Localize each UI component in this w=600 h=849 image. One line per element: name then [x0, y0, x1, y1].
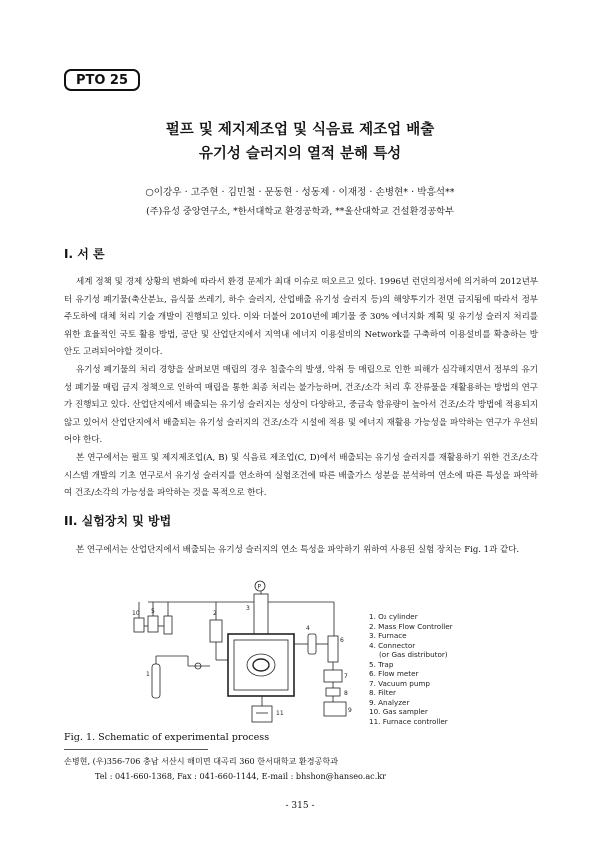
footnote-address: 손병현, (우)356-706 충남 서산시 해미면 대곡리 360 한서대학교 환경공학과 [64, 756, 339, 766]
flow-meter-right [328, 636, 338, 662]
intro-paragraph: 본 연구에서는 펄프 및 제지제조업(A, B) 및 식음료 제조업(C, D)에서 배출되는 유기성 슬러지를 재활용하기 위한 건조/소각 시스템 개발의 기초 연구로서 유기성 슬러지를 연소하여 실험조건에 따른 배출가스 성분을 분석하여 연소에 따른 특성을 파악하여 건조/소각의 가능성을 파악하는 것을 목적으로 한다. [64, 452, 538, 499]
legend-item: 6. Flow meter [369, 669, 419, 678]
label-3: 3 [246, 605, 250, 612]
paper-title-line2: 유기성 슬러지의 열적 분해 특성 [198, 146, 402, 162]
filter [326, 688, 340, 696]
label-11: 11 [276, 710, 284, 717]
footnote-contact: Tel : 041-660-1368, Fax : 041-660-1144, E-mail : bhshon@hanseo.ac.kr [95, 771, 387, 781]
furnace-controller [252, 706, 272, 722]
legend-item: 1. O₂ cylinder [369, 612, 418, 621]
legend-item: 8. Filter [369, 688, 396, 697]
legend-item: 2. Mass Flow Controller [369, 621, 453, 631]
legend-item: 9. Analyzer [369, 697, 410, 707]
gauge-label: P [257, 583, 262, 591]
mass-flow-controller [210, 620, 222, 642]
label-6: 6 [340, 637, 344, 644]
experimental-apparatus-schematic [128, 580, 368, 728]
o2-cylinder [152, 664, 160, 698]
paper-title-line1: 펄프 및 제지제조업 및 식음료 제조업 배출 [165, 122, 435, 138]
footnote-divider [64, 749, 208, 750]
methods-paragraph: 본 연구에서는 산업단지에서 배출되는 유기성 슬러지의 연소 특성을 파악하기 위하여 사용된 실험 장치는 Fig. 1과 같다. [76, 545, 520, 555]
flow-meter-left [164, 616, 172, 634]
label-4: 4 [306, 625, 310, 632]
furnace-box [228, 634, 294, 696]
figure-legend [369, 612, 453, 726]
gas-sampler [134, 618, 144, 632]
trap-left [148, 616, 158, 632]
affiliation: (주)유성 중앙연구소, *한서대학교 환경공학과, **울산대학교 건설환경공학부 [146, 206, 454, 217]
furnace-column [254, 594, 268, 634]
label-1: 1 [146, 671, 150, 678]
legend-item: 7. Vacuum pump [369, 678, 430, 688]
intro-paragraph: 유기성 폐기물의 처리 경향을 살펴보면 매립의 경우 침출수의 발생, 악취 등 매립으로 인한 피해가 심각해지면서 정부의 유기성 폐기물 매립 금지 정책으로 인하여 매립을 통한 최종 처리는 불가능하며, 건조/소각 처리 후 잔류물을 재활용하는 방법의 연구가 진행되고 있다. 산업단지에서 배출되는 유기성 슬러지는 성상이 다양하고, 중금속 함유량이 높아서 건조/소각 방법에 적용되지 않고 있어서 산업단지에서 배출되는 유기성 슬러지의 건조/소각 시설에 적용 및 에너지 재활용 가능성을 파악하는 연구가 우선되어야 한다. [64, 364, 538, 446]
introduction-body [64, 274, 538, 503]
legend-item: (or Gas distributor) [379, 650, 448, 659]
legend-item: 5. Trap [369, 659, 394, 669]
legend-item: 10. Gas sampler [369, 707, 428, 716]
analyzer [324, 702, 346, 716]
page-number: - 315 - [285, 801, 315, 811]
trap-right [308, 634, 316, 654]
label-10: 10 [132, 610, 140, 617]
legend-item: 4. Connector [369, 640, 416, 650]
session-badge: PTO 25 [64, 69, 140, 91]
furnace-inner [234, 640, 288, 690]
vacuum-pump [324, 670, 342, 682]
figure-caption: Fig. 1. Schematic of experimental process [64, 732, 270, 743]
label-9: 9 [348, 707, 352, 714]
intro-paragraph: 세계 정책 및 경제 상황의 변화에 따라서 환경 문제가 최대 이슈로 떠오르고 있다. 1996년 런던의정서에 의거하여 2012년부터 유기성 폐기물(축산분뇨, 음식물 쓰레기, 하수 슬러지, 산업배출 유기성 슬러지 등)의 해양투기가 전면 금지됨에 따라서 정부주도하에 대체 처리 기술 개발이 진행되고 있다. 이와 더불어 2010년에 폐기물 중 30% 에너지화 계획 및 유기성 슬러지 처리를 위한 효율적인 국토 활용 방법, 공단 및 산업단지에서 지역내 에너지 이용설비의 Network를 구축하여 이용설비를 확충하는 방안도 고려되어야할 것이다. [64, 277, 538, 358]
methods-body [64, 542, 538, 560]
label-2: 2 [213, 610, 217, 617]
legend-item: 11. Furnace controller [369, 716, 448, 726]
label-5: 5 [151, 608, 155, 615]
section-heading-introduction: I. 서 론 [64, 247, 105, 261]
section-heading-methods: II. 실험장치 및 방법 [64, 514, 172, 528]
label-7: 7 [344, 673, 348, 680]
label-8: 8 [344, 690, 348, 697]
furnace-chamber [247, 654, 275, 676]
legend-item: 3. Furnace [369, 631, 407, 640]
author-list: ○이강우 · 고주현 · 김민철 · 문동현 · 성동제 · 이재정 · 손병현* · 박흥석** [145, 187, 455, 198]
